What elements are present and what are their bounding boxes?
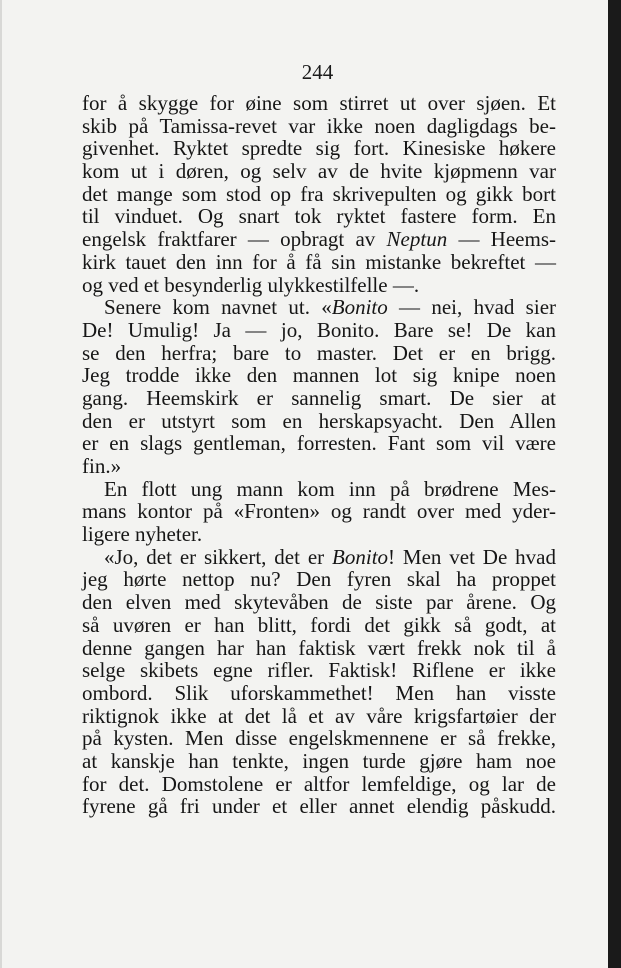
text-segment: mans kontor på «Fronten» og randt over med yder- xyxy=(82,499,556,524)
text-segment: En flott ung mann kom inn på brødrene Mes- xyxy=(104,476,556,501)
text-line xyxy=(82,750,556,773)
body-text xyxy=(82,92,556,818)
scan-border xyxy=(608,0,621,968)
text-segment: se den herfra; bare to master. Det er en brigg. xyxy=(82,340,556,365)
text-line xyxy=(82,228,556,251)
italic-text: Bonito xyxy=(332,544,389,569)
text-segment: ombord. Slik uforskammethet! Men han visste xyxy=(82,680,556,705)
italic-text: Bonito xyxy=(331,295,388,320)
text-segment: at kanskje han tenkte, ingen turde gjøre ham noe xyxy=(82,748,556,773)
text-line xyxy=(82,727,556,750)
text-segment: det mange som stod op fra skrivepulten og gikk bort xyxy=(82,181,556,206)
page-left-edge xyxy=(0,0,2,968)
text-line xyxy=(82,614,556,637)
text-segment: den er utstyrt som en herskapsyacht. Den Allen xyxy=(82,408,556,433)
text-line xyxy=(82,523,556,546)
text-line xyxy=(82,115,556,138)
text-line xyxy=(82,432,556,455)
text-segment: kom ut i døren, og selv av de hvite kjøpmenn var xyxy=(82,159,556,184)
text-segment: kirk tauet den inn for å få sin mistanke bekreftet — xyxy=(82,249,556,274)
text-line xyxy=(82,364,556,387)
text-line xyxy=(82,160,556,183)
text-line xyxy=(82,637,556,660)
text-segment: fin.» xyxy=(82,454,122,478)
text-line xyxy=(82,92,556,115)
text-segment: — Heems- xyxy=(447,227,556,252)
italic-text: Neptun xyxy=(386,227,448,252)
text-segment: denne gangen har han faktisk vært frekk nok til å xyxy=(82,635,556,660)
text-segment: fyrene gå fri under et eller annet elendig påskudd. xyxy=(82,794,556,819)
text-line xyxy=(82,478,556,501)
text-segment: De! Umulig! Ja — jo, Bonito. Bare se! De kan xyxy=(82,317,556,342)
text-line xyxy=(82,137,556,160)
text-segment: til vinduet. Og snart tok ryktet fastere form. En xyxy=(82,204,556,229)
text-segment: for å skygge for øine som stirret ut over sjøen. Et xyxy=(82,91,556,115)
text-segment: Jeg trodde ikke den mannen lot sig knipe noen xyxy=(82,363,556,388)
text-segment: — nei, hvad sier xyxy=(387,295,557,320)
text-line xyxy=(82,659,556,682)
text-segment: Senere kom navnet ut. « xyxy=(104,295,332,320)
text-segment: er en slags gentleman, forresten. Fant som vil være xyxy=(82,431,556,456)
text-segment: ligere nyheter. xyxy=(82,522,203,547)
text-segment: givenhet. Ryktet spredte sig fort. Kinesiske høkere xyxy=(82,136,556,161)
text-line xyxy=(82,205,556,228)
text-segment: på kysten. Men disse engelskmennene er så frekke, xyxy=(82,726,556,751)
text-segment: for det. Domstolene er altfor lemfeldige, og lar de xyxy=(82,771,556,796)
text-segment: så uvøren er han blitt, fordi det gikk så godt, at xyxy=(82,612,556,637)
text-line xyxy=(82,500,556,523)
text-line xyxy=(82,591,556,614)
text-line xyxy=(82,795,556,818)
text-line xyxy=(82,274,556,297)
text-segment: jeg hørte nettop nu? Den fyren skal ha proppet xyxy=(82,567,556,592)
text-line xyxy=(82,296,556,319)
page-number: 244 xyxy=(301,60,334,84)
text-segment: og ved et besynderlig ulykkestilfelle —. xyxy=(82,272,420,297)
text-segment: skib på Tamissa-revet var ikke noen dagligdags be- xyxy=(82,113,556,138)
text-segment: «Jo, det er sikkert, det er xyxy=(104,544,333,569)
text-line xyxy=(82,387,556,410)
text-line xyxy=(82,410,556,433)
text-line xyxy=(82,705,556,728)
text-segment: ! Men vet De hvad xyxy=(388,544,556,569)
text-line xyxy=(82,342,556,365)
text-line xyxy=(82,183,556,206)
text-segment: riktignok ikke at det lå et av våre krigsfartøier der xyxy=(82,703,556,728)
text-line xyxy=(82,568,556,591)
text-segment: den elven med skytevåben de siste par årene. Og xyxy=(82,590,556,615)
text-segment: gang. Heemskirk er sannelig smart. De sier at xyxy=(82,385,556,410)
text-line xyxy=(82,251,556,274)
text-segment: selge skibets egne rifler. Faktisk! Riflene er ikke xyxy=(82,658,556,683)
text-line xyxy=(82,682,556,705)
text-segment: engelsk fraktfarer — opbragt av xyxy=(82,227,387,252)
text-line xyxy=(82,773,556,796)
text-line xyxy=(82,319,556,342)
text-line xyxy=(82,455,556,478)
text-line xyxy=(82,546,556,569)
